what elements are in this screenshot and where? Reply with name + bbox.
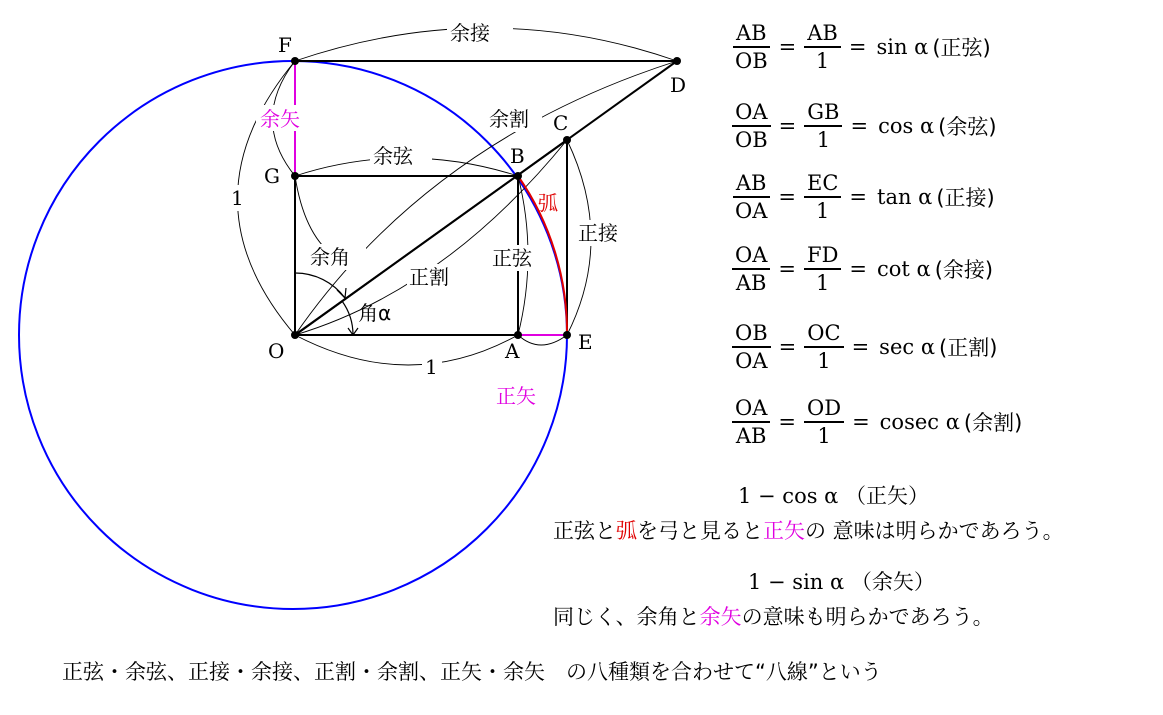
point-D xyxy=(673,57,681,65)
formula-row-sin xyxy=(730,18,991,76)
denominator: 1 xyxy=(817,424,831,448)
label-ko: 弧 xyxy=(538,191,558,215)
japanese-name: (余弦) xyxy=(938,115,997,139)
denominator: 1 xyxy=(815,49,830,73)
point-G xyxy=(291,172,299,180)
point-E xyxy=(563,331,571,339)
angle-alpha-arc xyxy=(342,301,353,335)
sentence-highlight-ko: 弧 xyxy=(616,519,637,543)
arc-seiya xyxy=(518,335,567,345)
point-C xyxy=(563,136,571,144)
equals-sign: = xyxy=(778,257,796,281)
numerator: OB xyxy=(732,320,771,348)
numerator: AB xyxy=(733,20,770,48)
fraction-left xyxy=(732,395,770,449)
line-OC xyxy=(295,140,567,335)
point-A xyxy=(514,331,522,339)
japanese-name: (余割) xyxy=(963,411,1023,435)
label-yoya: 余矢 xyxy=(260,107,300,131)
versine-expression: 1 − cos α xyxy=(738,484,839,508)
equals-sign: = xyxy=(778,185,796,209)
fraction-left xyxy=(732,320,771,374)
point-F xyxy=(291,57,299,65)
fraction-right xyxy=(804,320,843,374)
sentence-text: 同じく、余角と xyxy=(553,605,700,629)
formula-row-sec xyxy=(730,318,997,376)
coversine-expression: 1 − sin α xyxy=(748,570,845,594)
equals-sign: = xyxy=(850,114,869,138)
fraction-left xyxy=(732,170,770,224)
denominator: OA xyxy=(735,199,768,223)
label-yokatsu: 余割 xyxy=(489,107,529,131)
fraction-left xyxy=(732,99,771,153)
fraction-right xyxy=(804,20,841,74)
numerator: OD xyxy=(804,395,844,423)
formula-row-cot xyxy=(730,240,993,298)
denominator: 1 xyxy=(816,199,830,223)
function-name: sin α xyxy=(876,35,929,59)
label-yokaku: 余角 xyxy=(310,245,350,269)
sentence-text: の 意味は明らかであろう。 xyxy=(805,519,1064,543)
numerator: GB xyxy=(804,99,842,127)
equals-sign: = xyxy=(849,185,868,209)
fraction-left xyxy=(732,242,770,296)
formula-row-tan xyxy=(730,168,995,226)
fraction-right xyxy=(804,395,844,449)
label-seikatsu: 正割 xyxy=(409,265,449,289)
label-point-G: G xyxy=(264,164,280,188)
numerator: EC xyxy=(804,170,841,198)
equals-sign: = xyxy=(778,114,797,138)
japanese-name: (正接) xyxy=(936,186,995,210)
japanese-name: (正弦) xyxy=(932,36,991,60)
denominator: OB xyxy=(735,128,768,152)
label-seiya: 正矢 xyxy=(496,384,536,408)
point-B xyxy=(514,172,522,180)
formula-row-cosec xyxy=(730,393,1022,451)
versine-name: （正矢） xyxy=(845,484,930,508)
label-point-E: E xyxy=(578,330,593,354)
japanese-name: (正割) xyxy=(939,336,998,360)
japanese-name: (余接) xyxy=(934,258,994,282)
fraction-right xyxy=(804,242,841,296)
function-name: cosec α xyxy=(879,410,960,434)
label-point-A: A xyxy=(505,339,520,363)
numerator: AB xyxy=(804,20,841,48)
numerator: OA xyxy=(732,242,770,270)
equals-sign: = xyxy=(851,335,870,359)
numerator: OA xyxy=(732,395,770,423)
label-kaku-alpha: 角α xyxy=(358,301,392,325)
label-one-bottom: 1 xyxy=(425,355,438,379)
label-one-left: 1 xyxy=(231,186,244,210)
point-O xyxy=(291,331,299,339)
label-point-C: C xyxy=(553,111,569,135)
label-yogen: 余弦 xyxy=(373,144,413,168)
label-point-D: D xyxy=(670,73,687,97)
denominator: OA xyxy=(735,349,768,373)
equals-sign: = xyxy=(848,35,867,59)
label-seisetsu: 正接 xyxy=(578,221,618,245)
function-name: cos α xyxy=(878,114,935,138)
versine-sentence xyxy=(553,515,1064,545)
denominator: AB xyxy=(735,424,767,448)
sentence-highlight-seiya: 正矢 xyxy=(763,519,805,543)
function-name: sec α xyxy=(879,335,935,359)
label-point-F: F xyxy=(278,33,292,57)
fraction-left xyxy=(732,20,771,74)
numerator: OA xyxy=(732,99,770,127)
footer-text: 正弦・余弦、正接・余接、正割・余割、正矢・余矢 の八種類を合わせて“八線”という xyxy=(62,660,882,684)
denominator: 1 xyxy=(816,271,830,295)
function-name: cot α xyxy=(877,257,931,281)
equals-sign: = xyxy=(778,410,796,434)
denominator: 1 xyxy=(816,128,831,152)
numerator: OC xyxy=(804,320,843,348)
sentence-highlight-yoya: 余矢 xyxy=(699,605,742,629)
sentence-text: 正弦と xyxy=(553,519,616,543)
label-point-B: B xyxy=(510,144,525,168)
formula-row-cos xyxy=(730,97,997,155)
versine-formula xyxy=(738,480,929,510)
main-lines xyxy=(295,61,677,335)
angle-yokaku-arc xyxy=(295,273,345,298)
numerator: AB xyxy=(733,170,770,198)
sentence-text: を弓と見ると xyxy=(637,519,763,543)
sentence-text: の意味も明らかであろう。 xyxy=(741,605,994,629)
denominator: 1 xyxy=(817,349,831,373)
equals-sign: = xyxy=(852,410,870,434)
coversine-sentence xyxy=(553,601,994,631)
label-leader-arcs xyxy=(238,28,678,365)
label-seigen: 正弦 xyxy=(492,246,532,270)
coversine-formula xyxy=(748,566,935,596)
function-name: tan α xyxy=(877,185,933,209)
denominator: AB xyxy=(735,271,767,295)
denominator: OB xyxy=(735,49,768,73)
equals-sign: = xyxy=(849,257,868,281)
equals-sign: = xyxy=(778,335,797,359)
arc-one-bottom xyxy=(295,335,518,365)
fraction-right xyxy=(804,99,842,153)
label-yoseppu: 余接 xyxy=(450,21,490,45)
equals-sign: = xyxy=(778,35,797,59)
numerator: FD xyxy=(804,242,841,270)
fraction-right xyxy=(804,170,841,224)
coversine-name: （余矢） xyxy=(850,570,935,594)
label-point-O: O xyxy=(268,339,285,363)
